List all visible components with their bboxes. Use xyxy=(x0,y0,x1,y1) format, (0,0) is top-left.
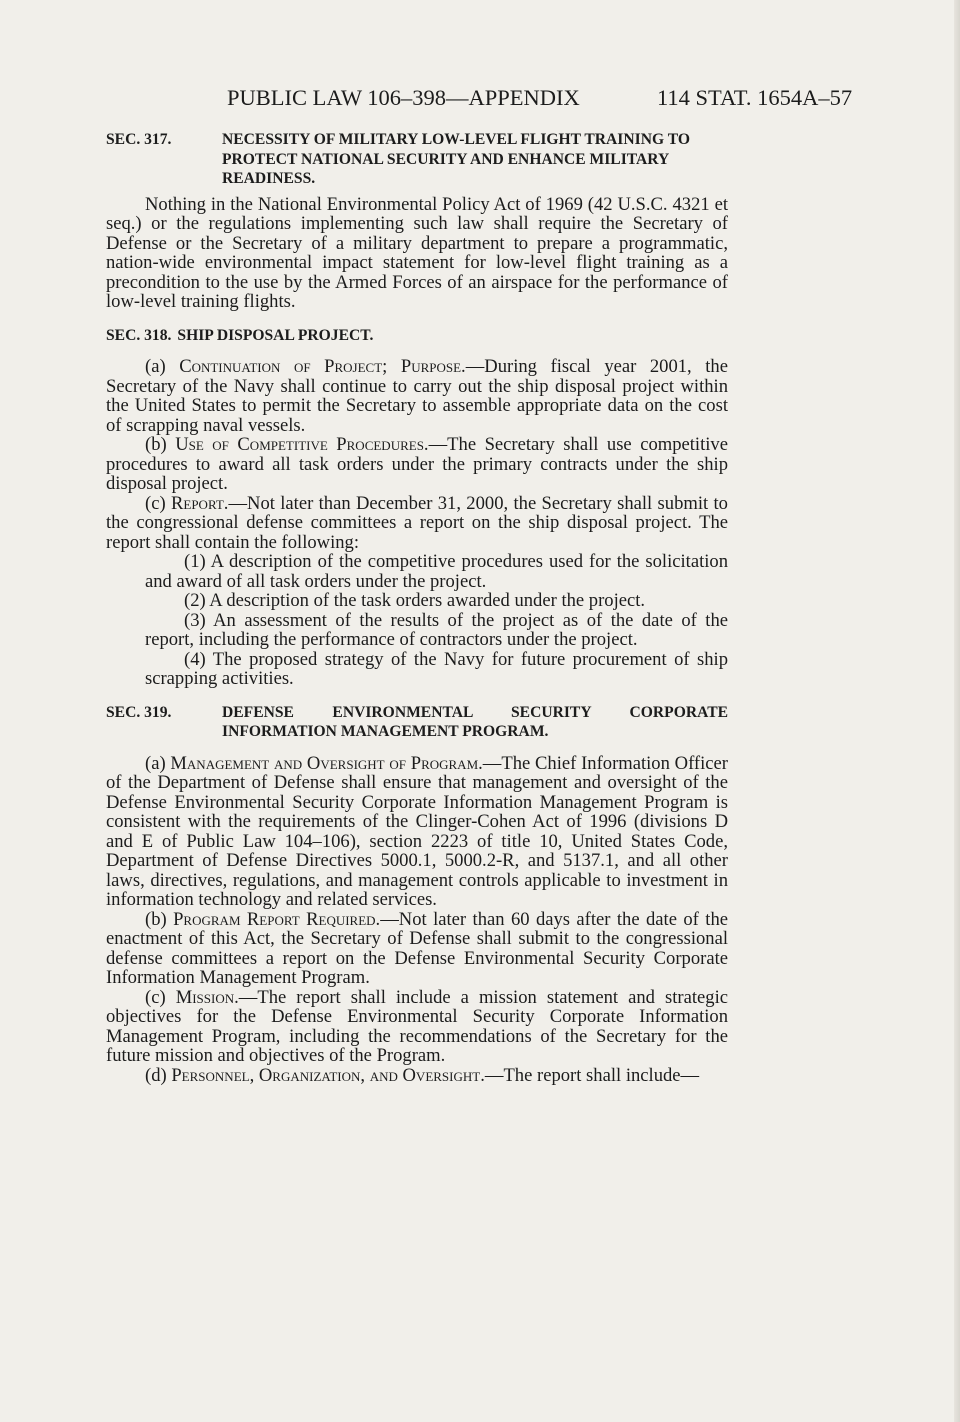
subsection-heading: Continuation of Project; Purpose. xyxy=(179,356,466,377)
subsection-a xyxy=(106,754,728,910)
subsection-heading: Mission. xyxy=(175,986,239,1008)
subsection-text: —The report shall include— xyxy=(484,1064,700,1086)
subsection-text: —During fiscal year 2001, the Secretary of the Navy shall continue to carry out the ship disposal project within the United States to permit the Secretary to assemble appropriate data on the cost of scrapping naval vessels. xyxy=(106,356,728,436)
subsection-label: (b) xyxy=(145,908,174,930)
subsection-text: —Not later than December 31, 2000, the Secretary shall submit to the congressional defense committees a report on the ship disposal project. The report shall contain the following: xyxy=(106,492,728,553)
subsection-b xyxy=(106,435,728,494)
section-title: NECESSITY OF MILITARY LOW-LEVEL FLIGHT TRAINING TO PROTECT NATIONAL SECURITY AND ENHANCE MILITARY READINESS. xyxy=(222,131,690,187)
subsection-heading: Personnel, Organization, and Oversight. xyxy=(171,1064,485,1086)
subsection-text: —The report shall include a mission statement and strategic objectives for the Defense Environmental Security Corporate Information Management Program, including the recommendations of the Secretary for the future mission and objectives of the Program. xyxy=(106,986,728,1066)
section-317-heading xyxy=(106,130,728,189)
subsection-label: (c) xyxy=(145,492,171,514)
subsection-a xyxy=(106,357,728,435)
list-item: (1) A description of the competitive procedures used for the solicitation and award of all task orders under the project. xyxy=(145,551,728,592)
subsection-heading: Program Report Required. xyxy=(173,908,381,930)
section-title: SHIP DISPOSAL PROJECT. xyxy=(177,326,374,344)
subsection-label: (a) xyxy=(145,752,171,774)
subsection-heading: Use of Competitive Procedures. xyxy=(175,434,429,455)
section-317-text: Nothing in the National Environmental Policy Act of 1969 (42 U.S.C. 4321 et seq.) or the regulations implementing such law shall require the Secretary of Defense or the Secretary of a military department to prepare a programmatic, nation-wide environmental impact statement for low-level flight training as a precondition to the use by the Armed Forces of an airspace for the performance of low-level training flights. xyxy=(106,193,728,312)
subsection-b xyxy=(106,910,728,988)
section-319-heading xyxy=(106,703,728,742)
page-edge xyxy=(954,0,960,1422)
subsection-c xyxy=(106,988,728,1066)
subsection-text: —The Secretary shall use competitive procedures to award all task orders under the primary contracts under the ship disposal project. xyxy=(106,434,728,494)
subsection-c xyxy=(106,494,728,553)
subsection-label: (b) xyxy=(145,434,176,455)
section-318-subsections xyxy=(106,357,728,552)
section-number: SEC. 318. xyxy=(106,326,172,344)
section-number: SEC. 317. xyxy=(106,131,172,148)
section-319-subsections xyxy=(106,754,728,1086)
section-number: SEC. 319. xyxy=(106,703,172,721)
subsection-heading: Report. xyxy=(170,492,229,514)
subsection-heading: Management and Oversight of Program. xyxy=(170,752,483,774)
list-item: (2) A description of the task orders awarded under the project. xyxy=(184,590,646,611)
subsection-label: (d) xyxy=(145,1064,172,1086)
header-stat-page: 114 STAT. 1654A–57 xyxy=(657,85,853,110)
subsection-label: (a) xyxy=(145,356,180,377)
subsection-text: —Not later than 60 days after the date of the enactment of this Act, the Secretary of Defense shall submit to the congressional defense committees a report on the Defense Environmental Security Corporate Information Management Program. xyxy=(106,908,728,988)
section-title: DEFENSE ENVIRONMENTAL SECURITY CORPORATE INFORMATION MANAGEMENT PROGRAM. xyxy=(222,703,728,740)
subsection-d xyxy=(106,1066,728,1086)
report-contents-list xyxy=(106,552,728,689)
list-item: (4) The proposed strategy of the Navy for future procurement of ship scrapping activities. xyxy=(145,648,728,689)
subsection-label: (c) xyxy=(145,986,176,1008)
header-law-title: PUBLIC LAW 106–398—APPENDIX xyxy=(227,85,580,110)
section-318-heading xyxy=(106,326,728,346)
list-item: (3) An assessment of the results of the project as of the date of the report, including the performance of contractors under the project. xyxy=(145,609,728,650)
subsection-text: —The Chief Information Officer of the Department of Defense shall ensure that management and oversight of the Defense Environmental Security Corporate Information Management Program is consistent with the requirements of the Clinger-Cohen Act of 1996 (divisions D and E of Public Law 104–106), section 2223 of title 10, United States Code, Department of Defense Directives 5000.1, 5000.2-R, and 5137.1, and all other laws, directives, regulations, and management controls applicable to investment in information technology and related services. xyxy=(106,752,728,910)
document-body xyxy=(106,130,728,1085)
